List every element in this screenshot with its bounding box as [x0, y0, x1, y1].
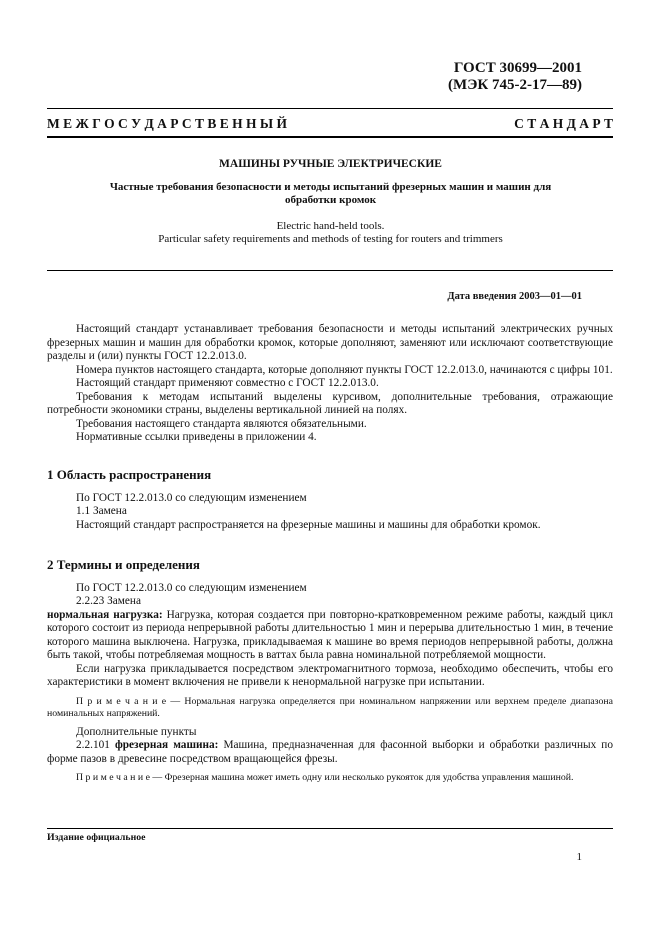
section-2-paragraph: Дополнительные пункты: [76, 725, 197, 738]
definition-text: Нагрузка, которая создается при повторно-кратковременном режиме работы, каждый цикл которого состоит из периода непрерывной работы длительностью 1 мин и перерыва длительностью 1 мин, в течение которого машина выключена. Нагрузка, прикладываемая к машине во время периодов непрерывной работы, должна быть такой, чтобы потребляемая мощность в ваттах была равна номинальной потребляемой мощности.: [47, 608, 613, 661]
clause-number: 2.2.101: [76, 739, 115, 752]
note-label: П р и м е ч а н и е: [76, 772, 150, 784]
definition-normal-load: [47, 609, 613, 663]
section-1-paragraph: Настоящий стандарт распространяется на фрезерные машины и машины для обработки кромок.: [76, 518, 541, 531]
section-1-clause: 1.1 Замена: [76, 505, 127, 517]
section-1-heading: 1 Область распространения: [47, 467, 212, 482]
standard-code-gost: ГОСТ 30699—2001: [453, 60, 582, 76]
effective-date: Дата введения 2003—01—01: [447, 291, 582, 302]
note-label: П р и м е ч а н и е: [76, 695, 167, 707]
english-title-line1: Electric hand-held tools.: [276, 220, 385, 232]
section-2-paragraph: Если нагрузка прикладывается посредством электромагнитного тормоза, необходимо обеспечить, чтобы его характеристики в момент включения не привели к ненормальной нагрузке при испытании.: [47, 662, 613, 688]
note-1: [47, 696, 613, 720]
footer-rule: [47, 828, 613, 829]
title-rule: [47, 270, 613, 271]
banner-left: М Е Ж Г О С У Д А Р С Т В Е Н Н Ы Й: [47, 116, 288, 131]
intro-paragraph: Нормативные ссылки приведены в приложении 4.: [76, 431, 317, 443]
section-2-heading: 2 Термины и определения: [47, 557, 200, 572]
edition-label: Издание официальное: [47, 832, 146, 843]
intro-paragraph: Требования к методам испытаний выделены курсивом, дополнительные требования, отражающие потребности экономики страны, выделены вертикальной линией на полях.: [47, 390, 613, 416]
note-text: — Нормальная нагрузка определяется при номинальном напряжении или верхнем пределе диапазона номинальных напряжений.: [47, 695, 613, 719]
intro-paragraph: Настоящий стандарт устанавливает требования безопасности и методы испытаний электрических ручных фрезерных машин и машин для обработки кромок, которые дополняют, заменяют или исключают соответствующие разделы и (или) пункты ГОСТ 12.2.013.0.: [47, 323, 613, 362]
top-rule: [47, 108, 613, 109]
section-2-paragraph: По ГОСТ 12.2.013.0 со следующим изменением: [76, 581, 307, 594]
document-subtitle: Частные требования безопасности и методы испытаний фрезерных машин и машин для обработки кромок: [109, 181, 552, 206]
page-number: 1: [576, 851, 582, 863]
intro-paragraph: Номера пунктов настоящего стандарта, которые дополняют пункты ГОСТ 12.2.013.0, начинаются с цифры 101.: [76, 363, 613, 376]
note-text: — Фрезерная машина может иметь одну или несколько рукояток для удобства управления машиной.: [149, 772, 574, 784]
intro-paragraph: Требования настоящего стандарта являются обязательными.: [76, 417, 367, 430]
intro-paragraph: Настоящий стандарт применяют совместно с ГОСТ 12.2.013.0.: [76, 377, 379, 389]
document-title: МАШИНЫ РУЧНЫЕ ЭЛЕКТРИЧЕСКИЕ: [219, 158, 442, 170]
term-normal-load: нормальная нагрузка:: [47, 608, 163, 621]
intro-section: [47, 323, 613, 445]
section-1: [47, 468, 613, 532]
note-2: [47, 772, 613, 784]
term-router: фрезерная машина:: [114, 739, 219, 752]
banner-rule: [47, 136, 613, 138]
definition-text: Машина, предназначенная для фасонной выборки и обработки различных по форме пазов в древесине посредством вращающейся фрезы.: [47, 739, 613, 765]
section-2-clause: 2.2.23 Замена: [76, 595, 141, 607]
standard-codes: [448, 60, 582, 94]
section-1-paragraph: По ГОСТ 12.2.013.0 со следующим изменением: [76, 491, 307, 504]
definition-router: [47, 739, 613, 766]
banner-right: С Т А Н Д А Р Т: [514, 116, 613, 131]
standard-banner: [47, 116, 613, 132]
english-title-line2: Particular safety requirements and methods of testing for routers and trimmers: [158, 233, 503, 245]
english-title: [70, 220, 591, 246]
section-2: [47, 558, 613, 785]
standard-code-iec: (МЭК 745-2-17—89): [448, 77, 582, 93]
